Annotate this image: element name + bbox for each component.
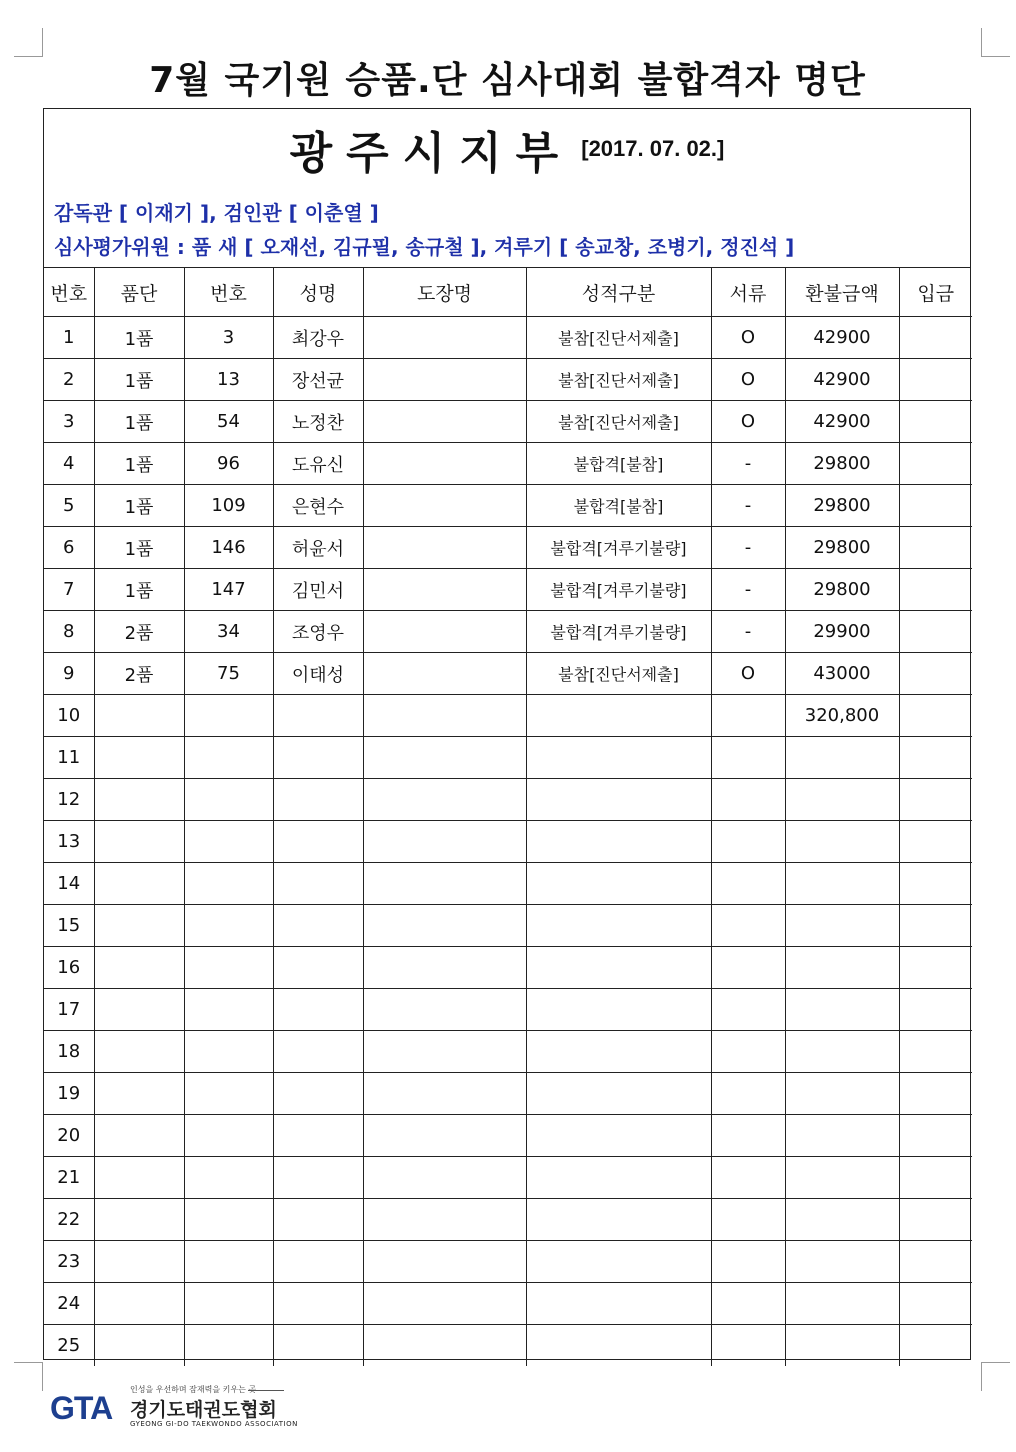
cell-deposit xyxy=(899,821,972,863)
cell-result xyxy=(526,1325,711,1367)
cell-name: 김민서 xyxy=(273,569,363,611)
branch-date: [2017. 07. 02.] xyxy=(581,136,725,161)
cell-grade xyxy=(94,1115,184,1157)
cell-dojang xyxy=(363,905,526,947)
cell-result xyxy=(526,989,711,1031)
cell-exam-number: 13 xyxy=(184,359,273,401)
table-row xyxy=(44,1283,972,1325)
cell-result: 불합격[겨루기불량] xyxy=(526,527,711,569)
cell-name xyxy=(273,1157,363,1199)
cell-seq: 10 xyxy=(44,695,94,737)
cell-documents: O xyxy=(711,653,785,695)
cell-exam-number xyxy=(184,947,273,989)
cell-exam-number: 96 xyxy=(184,443,273,485)
cell-name xyxy=(273,695,363,737)
cell-refund: 320,800 xyxy=(785,695,899,737)
association-logo xyxy=(50,1384,310,1434)
cell-refund: 29800 xyxy=(785,527,899,569)
cell-exam-number xyxy=(184,1157,273,1199)
cell-exam-number: 146 xyxy=(184,527,273,569)
cell-result: 불참[진단서제출] xyxy=(526,653,711,695)
cell-grade xyxy=(94,863,184,905)
table-row xyxy=(44,1073,972,1115)
cell-grade: 2품 xyxy=(94,611,184,653)
cell-documents xyxy=(711,1283,785,1325)
cell-result xyxy=(526,1031,711,1073)
table-row xyxy=(44,653,972,695)
col-header-result: 성적구분 xyxy=(526,268,711,317)
cell-grade: 1품 xyxy=(94,359,184,401)
cell-result xyxy=(526,905,711,947)
cell-exam-number xyxy=(184,1031,273,1073)
cell-name: 허윤서 xyxy=(273,527,363,569)
cell-name: 장선균 xyxy=(273,359,363,401)
cell-result xyxy=(526,737,711,779)
logo-slogan: 인성을 우선하며 잠재력을 키우는 곳 xyxy=(130,1385,257,1394)
cell-grade xyxy=(94,1157,184,1199)
cell-documents xyxy=(711,1241,785,1283)
cell-documents: - xyxy=(711,485,785,527)
cell-documents xyxy=(711,1115,785,1157)
cell-seq: 12 xyxy=(44,779,94,821)
cell-grade xyxy=(94,1073,184,1115)
cell-grade xyxy=(94,1199,184,1241)
table-row xyxy=(44,905,972,947)
cell-grade: 1품 xyxy=(94,401,184,443)
cell-deposit xyxy=(899,989,972,1031)
cell-refund: 42900 xyxy=(785,401,899,443)
cell-dojang xyxy=(363,401,526,443)
cell-documents xyxy=(711,1199,785,1241)
cell-documents xyxy=(711,1031,785,1073)
cell-seq: 9 xyxy=(44,653,94,695)
cell-deposit xyxy=(899,569,972,611)
cell-documents xyxy=(711,737,785,779)
cell-seq: 14 xyxy=(44,863,94,905)
col-header-grade: 품단 xyxy=(94,268,184,317)
cell-exam-number xyxy=(184,1073,273,1115)
cell-result xyxy=(526,1199,711,1241)
cell-name xyxy=(273,863,363,905)
cell-name: 이태성 xyxy=(273,653,363,695)
cell-dojang xyxy=(363,611,526,653)
cell-dojang xyxy=(363,527,526,569)
cell-documents xyxy=(711,821,785,863)
cell-name: 노정찬 xyxy=(273,401,363,443)
cell-result: 불합격[겨루기불량] xyxy=(526,611,711,653)
cell-result: 불참[진단서제출] xyxy=(526,401,711,443)
branch-heading xyxy=(44,117,970,181)
cell-documents xyxy=(711,1157,785,1199)
cell-documents xyxy=(711,947,785,989)
cell-name xyxy=(273,821,363,863)
cell-deposit xyxy=(899,779,972,821)
cell-exam-number xyxy=(184,905,273,947)
table-body xyxy=(44,317,972,1367)
cell-refund: 29800 xyxy=(785,485,899,527)
table-row xyxy=(44,401,972,443)
cell-documents: - xyxy=(711,443,785,485)
table-row xyxy=(44,1031,972,1073)
cell-seq: 22 xyxy=(44,1199,94,1241)
cell-exam-number xyxy=(184,1115,273,1157)
cell-deposit xyxy=(899,737,972,779)
cell-grade xyxy=(94,989,184,1031)
association-name-en: GYEONG GI-DO TAEKWONDO ASSOCIATION xyxy=(130,1420,298,1428)
cell-exam-number: 34 xyxy=(184,611,273,653)
sheet-header xyxy=(44,109,970,268)
cell-deposit xyxy=(899,1157,972,1199)
crop-mark-bottom-left xyxy=(14,1362,43,1391)
cell-name xyxy=(273,1115,363,1157)
cell-documents xyxy=(711,1325,785,1367)
table-row xyxy=(44,779,972,821)
cell-deposit xyxy=(899,317,972,359)
cell-seq: 15 xyxy=(44,905,94,947)
cell-grade: 1품 xyxy=(94,527,184,569)
cell-exam-number xyxy=(184,863,273,905)
cell-exam-number xyxy=(184,989,273,1031)
cell-exam-number: 54 xyxy=(184,401,273,443)
cell-name xyxy=(273,905,363,947)
cell-dojang xyxy=(363,1157,526,1199)
cell-name xyxy=(273,989,363,1031)
cell-name xyxy=(273,1199,363,1241)
cell-result xyxy=(526,947,711,989)
cell-documents xyxy=(711,863,785,905)
col-header-exam-number: 번호 xyxy=(184,268,273,317)
table-row xyxy=(44,1199,972,1241)
cell-documents: O xyxy=(711,317,785,359)
cell-deposit xyxy=(899,863,972,905)
cell-deposit xyxy=(899,695,972,737)
cell-documents xyxy=(711,779,785,821)
cell-grade xyxy=(94,947,184,989)
cell-refund xyxy=(785,863,899,905)
branch-name: 광주시지부 xyxy=(289,128,573,179)
cell-seq: 6 xyxy=(44,527,94,569)
table-row xyxy=(44,695,972,737)
cell-refund xyxy=(785,1073,899,1115)
cell-deposit xyxy=(899,1115,972,1157)
cell-seq: 16 xyxy=(44,947,94,989)
cell-result: 불참[진단서제출] xyxy=(526,317,711,359)
cell-refund xyxy=(785,1115,899,1157)
cell-refund xyxy=(785,989,899,1031)
col-header-deposit: 입금 xyxy=(899,268,972,317)
cell-seq: 4 xyxy=(44,443,94,485)
cell-grade xyxy=(94,905,184,947)
table-row xyxy=(44,569,972,611)
cell-dojang xyxy=(363,1073,526,1115)
cell-deposit xyxy=(899,1031,972,1073)
cell-result: 불합격[겨루기불량] xyxy=(526,569,711,611)
table-row xyxy=(44,1157,972,1199)
cell-exam-number: 109 xyxy=(184,485,273,527)
cell-deposit xyxy=(899,1325,972,1367)
cell-refund: 29900 xyxy=(785,611,899,653)
staff-line-supervisors: 감독관 [ 이재기 ], 검인관 [ 이춘열 ] xyxy=(54,201,379,225)
cell-grade: 1품 xyxy=(94,317,184,359)
cell-exam-number: 3 xyxy=(184,317,273,359)
cell-documents: - xyxy=(711,611,785,653)
cell-refund: 43000 xyxy=(785,653,899,695)
col-header-name: 성명 xyxy=(273,268,363,317)
cell-dojang xyxy=(363,779,526,821)
table-row xyxy=(44,359,972,401)
cell-exam-number xyxy=(184,779,273,821)
cell-documents: - xyxy=(711,569,785,611)
cell-refund: 42900 xyxy=(785,359,899,401)
cell-deposit xyxy=(899,443,972,485)
cell-seq: 5 xyxy=(44,485,94,527)
table-row xyxy=(44,863,972,905)
cell-refund xyxy=(785,1199,899,1241)
cell-dojang xyxy=(363,1199,526,1241)
cell-dojang xyxy=(363,1031,526,1073)
cell-seq: 17 xyxy=(44,989,94,1031)
cell-seq: 13 xyxy=(44,821,94,863)
page-title: 7월 국기원 승품.단 심사대회 불합격자 명단 xyxy=(149,60,866,101)
cell-dojang xyxy=(363,1283,526,1325)
cell-dojang xyxy=(363,569,526,611)
cell-result xyxy=(526,863,711,905)
cell-documents: O xyxy=(711,401,785,443)
cell-exam-number xyxy=(184,695,273,737)
cell-seq: 19 xyxy=(44,1073,94,1115)
cell-dojang xyxy=(363,947,526,989)
cell-documents xyxy=(711,989,785,1031)
table-row xyxy=(44,1241,972,1283)
cell-dojang xyxy=(363,485,526,527)
staff-line-judges: 심사평가위원 : 품 새 [ 오재선, 김규필, 송규철 ], 겨루기 [ 송교창, 조병기, 정진석 ] xyxy=(54,235,795,259)
cell-dojang xyxy=(363,1241,526,1283)
cell-refund xyxy=(785,1283,899,1325)
cell-dojang xyxy=(363,359,526,401)
cell-grade: 1품 xyxy=(94,485,184,527)
cell-name xyxy=(273,779,363,821)
cell-name xyxy=(273,947,363,989)
cell-name: 은현수 xyxy=(273,485,363,527)
cell-refund xyxy=(785,821,899,863)
cell-grade xyxy=(94,1031,184,1073)
cell-result: 불합격[불참] xyxy=(526,443,711,485)
cell-exam-number xyxy=(184,1325,273,1367)
cell-exam-number xyxy=(184,737,273,779)
cell-deposit xyxy=(899,359,972,401)
cell-exam-number xyxy=(184,1283,273,1325)
table-row xyxy=(44,821,972,863)
cell-grade xyxy=(94,1241,184,1283)
cell-result xyxy=(526,1073,711,1115)
cell-dojang xyxy=(363,695,526,737)
cell-name xyxy=(273,1073,363,1115)
cell-result: 불참[진단서제출] xyxy=(526,359,711,401)
cell-result: 불합격[불참] xyxy=(526,485,711,527)
cell-exam-number xyxy=(184,821,273,863)
cell-refund: 29800 xyxy=(785,569,899,611)
cell-dojang xyxy=(363,821,526,863)
cell-deposit xyxy=(899,905,972,947)
cell-grade xyxy=(94,821,184,863)
cell-grade: 1품 xyxy=(94,569,184,611)
association-name-ko: 경기도태권도협회 xyxy=(130,1399,277,1421)
cell-refund xyxy=(785,947,899,989)
cell-grade xyxy=(94,1283,184,1325)
cell-seq: 20 xyxy=(44,1115,94,1157)
cell-name xyxy=(273,1283,363,1325)
cell-name xyxy=(273,1031,363,1073)
failed-candidates-table xyxy=(44,268,972,1366)
cell-grade xyxy=(94,695,184,737)
table-row xyxy=(44,485,972,527)
cell-dojang xyxy=(363,1115,526,1157)
cell-documents: - xyxy=(711,527,785,569)
cell-refund xyxy=(785,1241,899,1283)
cell-exam-number xyxy=(184,1199,273,1241)
cell-seq: 25 xyxy=(44,1325,94,1367)
cell-name: 도유신 xyxy=(273,443,363,485)
cell-seq: 8 xyxy=(44,611,94,653)
cell-seq: 18 xyxy=(44,1031,94,1073)
cell-exam-number: 75 xyxy=(184,653,273,695)
table-row xyxy=(44,1325,972,1367)
cell-seq: 23 xyxy=(44,1241,94,1283)
cell-dojang xyxy=(363,1325,526,1367)
cell-documents xyxy=(711,695,785,737)
cell-refund xyxy=(785,905,899,947)
cell-deposit xyxy=(899,1073,972,1115)
col-header-seq: 번호 xyxy=(44,268,94,317)
cell-result xyxy=(526,695,711,737)
col-header-dojang: 도장명 xyxy=(363,268,526,317)
slogan-divider xyxy=(248,1390,284,1391)
crop-mark-bottom-right xyxy=(981,1362,1010,1391)
cell-result xyxy=(526,1115,711,1157)
result-sheet xyxy=(43,108,971,1360)
table-row xyxy=(44,611,972,653)
cell-dojang xyxy=(363,989,526,1031)
cell-documents: O xyxy=(711,359,785,401)
cell-deposit xyxy=(899,653,972,695)
cell-dojang xyxy=(363,653,526,695)
cell-grade xyxy=(94,779,184,821)
cell-name: 조영우 xyxy=(273,611,363,653)
cell-refund xyxy=(785,737,899,779)
cell-documents xyxy=(711,905,785,947)
table-row xyxy=(44,737,972,779)
cell-grade xyxy=(94,1325,184,1367)
gta-logo: GTA xyxy=(50,1390,113,1426)
table-header-row xyxy=(44,268,972,317)
cell-result xyxy=(526,1157,711,1199)
cell-refund: 42900 xyxy=(785,317,899,359)
crop-mark-top-right xyxy=(981,28,1010,57)
cell-seq: 3 xyxy=(44,401,94,443)
cell-deposit xyxy=(899,947,972,989)
cell-name: 최강우 xyxy=(273,317,363,359)
table-row xyxy=(44,443,972,485)
cell-deposit xyxy=(899,527,972,569)
cell-grade: 2품 xyxy=(94,653,184,695)
cell-name xyxy=(273,1325,363,1367)
cell-result xyxy=(526,1241,711,1283)
cell-documents xyxy=(711,1073,785,1115)
cell-dojang xyxy=(363,317,526,359)
cell-deposit xyxy=(899,611,972,653)
col-header-documents: 서류 xyxy=(711,268,785,317)
table-row xyxy=(44,527,972,569)
cell-seq: 1 xyxy=(44,317,94,359)
cell-seq: 24 xyxy=(44,1283,94,1325)
crop-mark-top-left xyxy=(14,28,43,57)
cell-deposit xyxy=(899,1199,972,1241)
cell-seq: 7 xyxy=(44,569,94,611)
cell-deposit xyxy=(899,401,972,443)
cell-seq: 11 xyxy=(44,737,94,779)
cell-name xyxy=(273,737,363,779)
cell-refund xyxy=(785,1157,899,1199)
cell-dojang xyxy=(363,737,526,779)
cell-grade xyxy=(94,737,184,779)
cell-refund xyxy=(785,1325,899,1367)
cell-deposit xyxy=(899,1283,972,1325)
cell-result xyxy=(526,821,711,863)
cell-grade: 1품 xyxy=(94,443,184,485)
cell-exam-number xyxy=(184,1241,273,1283)
cell-deposit xyxy=(899,485,972,527)
cell-result xyxy=(526,779,711,821)
cell-dojang xyxy=(363,863,526,905)
table-row xyxy=(44,947,972,989)
cell-refund: 29800 xyxy=(785,443,899,485)
cell-exam-number: 147 xyxy=(184,569,273,611)
cell-result xyxy=(526,1283,711,1325)
cell-name xyxy=(273,1241,363,1283)
cell-deposit xyxy=(899,1241,972,1283)
table-row xyxy=(44,1115,972,1157)
cell-dojang xyxy=(363,443,526,485)
col-header-refund: 환불금액 xyxy=(785,268,899,317)
table-row xyxy=(44,317,972,359)
cell-seq: 21 xyxy=(44,1157,94,1199)
cell-refund xyxy=(785,1031,899,1073)
table-row xyxy=(44,989,972,1031)
cell-seq: 2 xyxy=(44,359,94,401)
cell-refund xyxy=(785,779,899,821)
